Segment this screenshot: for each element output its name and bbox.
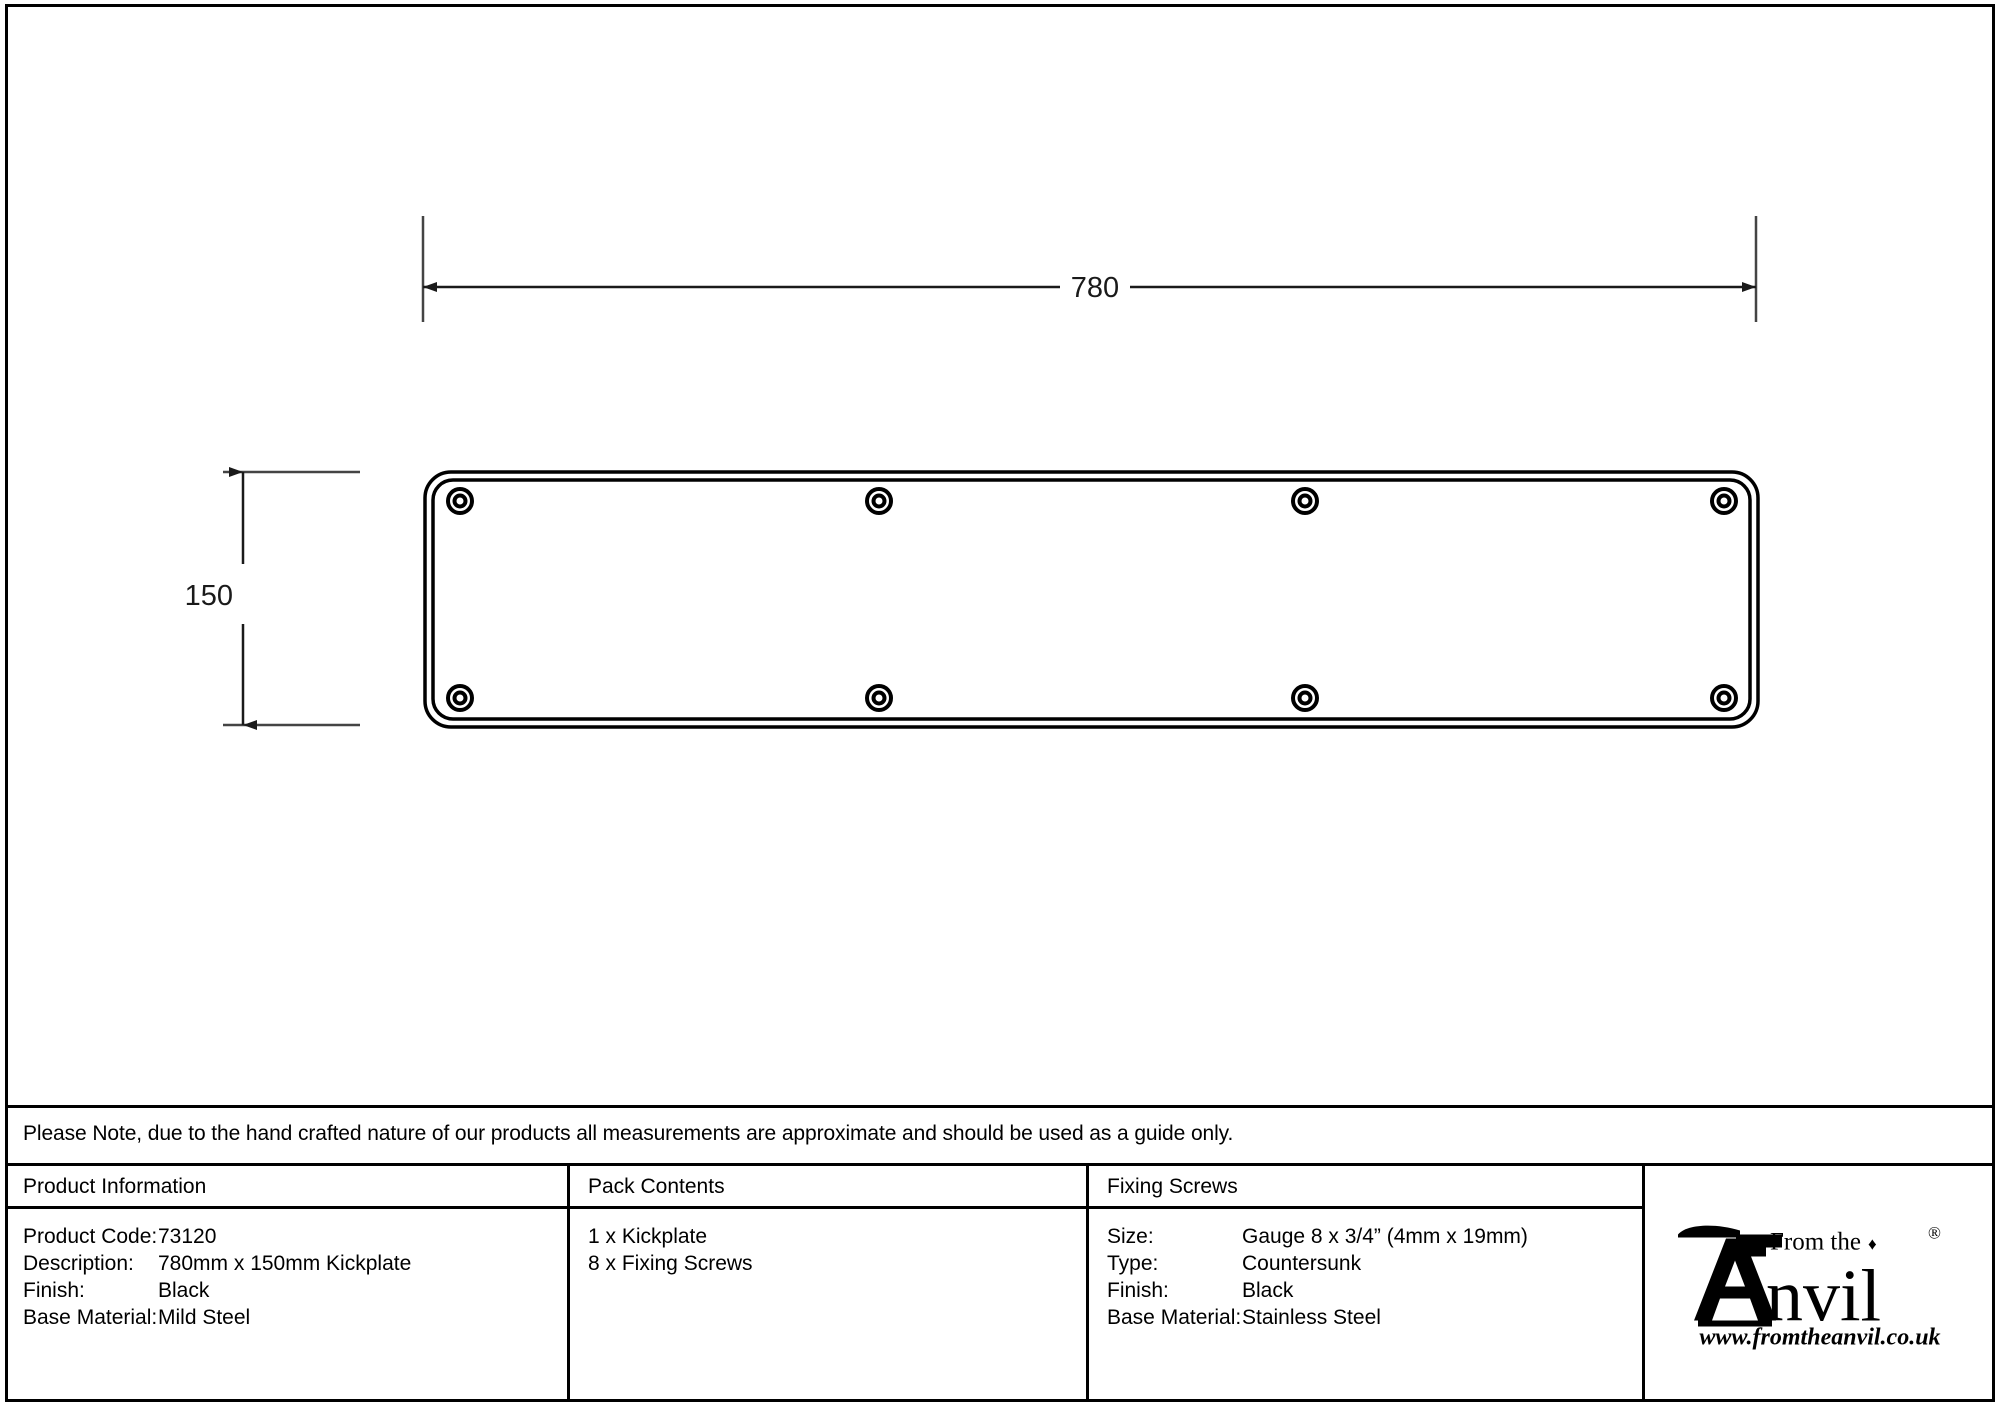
brand-logo	[1670, 1217, 1970, 1352]
column-body-product-information	[5, 1209, 567, 1333]
technical-drawing-area	[5, 4, 1995, 1105]
spec-value: Stainless Steel	[1242, 1306, 1381, 1329]
column-product-information	[5, 1166, 570, 1402]
table-row	[23, 1279, 567, 1306]
spec-label: Size:	[1107, 1225, 1154, 1248]
from-the-anvil-logo-icon	[1670, 1217, 1970, 1352]
spec-label: Type:	[1107, 1252, 1159, 1275]
table-row	[1107, 1225, 1642, 1252]
table-row	[1107, 1306, 1642, 1333]
column-header-product-information	[5, 1166, 567, 1209]
column-pack-contents	[570, 1166, 1089, 1402]
column-header-pack-contents	[570, 1166, 1086, 1209]
column-header-label: Fixing Screws	[1107, 1175, 1238, 1198]
note-row	[5, 1108, 1995, 1166]
spec-label: Finish:	[1107, 1279, 1169, 1302]
spec-value: Gauge 8 x 3/4” (4mm x 19mm)	[1242, 1225, 1528, 1248]
table-row	[23, 1306, 567, 1333]
table-row	[1107, 1252, 1642, 1279]
spec-label: Base Material:	[23, 1306, 158, 1329]
spec-value: Black	[1242, 1279, 1294, 1302]
logo-from-the: From the	[1770, 1228, 1861, 1256]
height-dimension-label: 150	[184, 580, 233, 612]
registered-trademark-icon: ®	[1928, 1223, 1941, 1243]
kickplate-drawing-svg	[5, 4, 1995, 1105]
logo-diamond-icon: ♦	[1868, 1234, 1877, 1254]
height-dimension-group	[185, 472, 360, 725]
spec-value: 780mm x 150mm Kickplate	[158, 1252, 412, 1275]
column-fixing-screws	[1089, 1166, 1645, 1402]
spec-value: Black	[158, 1279, 210, 1302]
column-body-fixing-screws	[1089, 1209, 1642, 1333]
spec-value: 73120	[158, 1225, 217, 1248]
spec-value: Mild Steel	[158, 1306, 251, 1329]
column-header-label: Pack Contents	[588, 1175, 725, 1198]
list-item: 1 x Kickplate	[588, 1225, 708, 1248]
column-header-fixing-screws	[1089, 1166, 1642, 1209]
measurement-note: Please Note, due to the hand crafted nature of our products all measurements are approximate and should be used as a guide only.	[23, 1122, 1234, 1145]
table-row	[23, 1252, 567, 1279]
logo-brand-text: nvil	[1766, 1255, 1882, 1338]
table-row	[23, 1225, 567, 1252]
specification-table	[5, 1166, 1995, 1402]
kickplate-body	[425, 472, 1758, 727]
kickplate-outer-edge	[425, 472, 1758, 727]
column-body-pack-contents	[570, 1209, 1086, 1279]
information-block	[5, 1105, 1995, 1402]
spec-label: Product Code:	[23, 1225, 158, 1248]
column-header-label: Product Information	[23, 1175, 207, 1198]
width-dimension-label: 780	[1070, 272, 1120, 304]
width-dimension-group	[423, 216, 1756, 322]
spec-label: Description:	[23, 1252, 134, 1275]
spec-label: Finish:	[23, 1279, 85, 1302]
logo-website: www.fromtheanvil.co.uk	[1699, 1324, 1941, 1351]
brand-logo-cell	[1645, 1166, 1995, 1402]
list-item: 8 x Fixing Screws	[588, 1252, 753, 1275]
spec-value: Countersunk	[1242, 1252, 1362, 1275]
spec-label: Base Material:	[1107, 1306, 1242, 1329]
table-row	[1107, 1279, 1642, 1306]
